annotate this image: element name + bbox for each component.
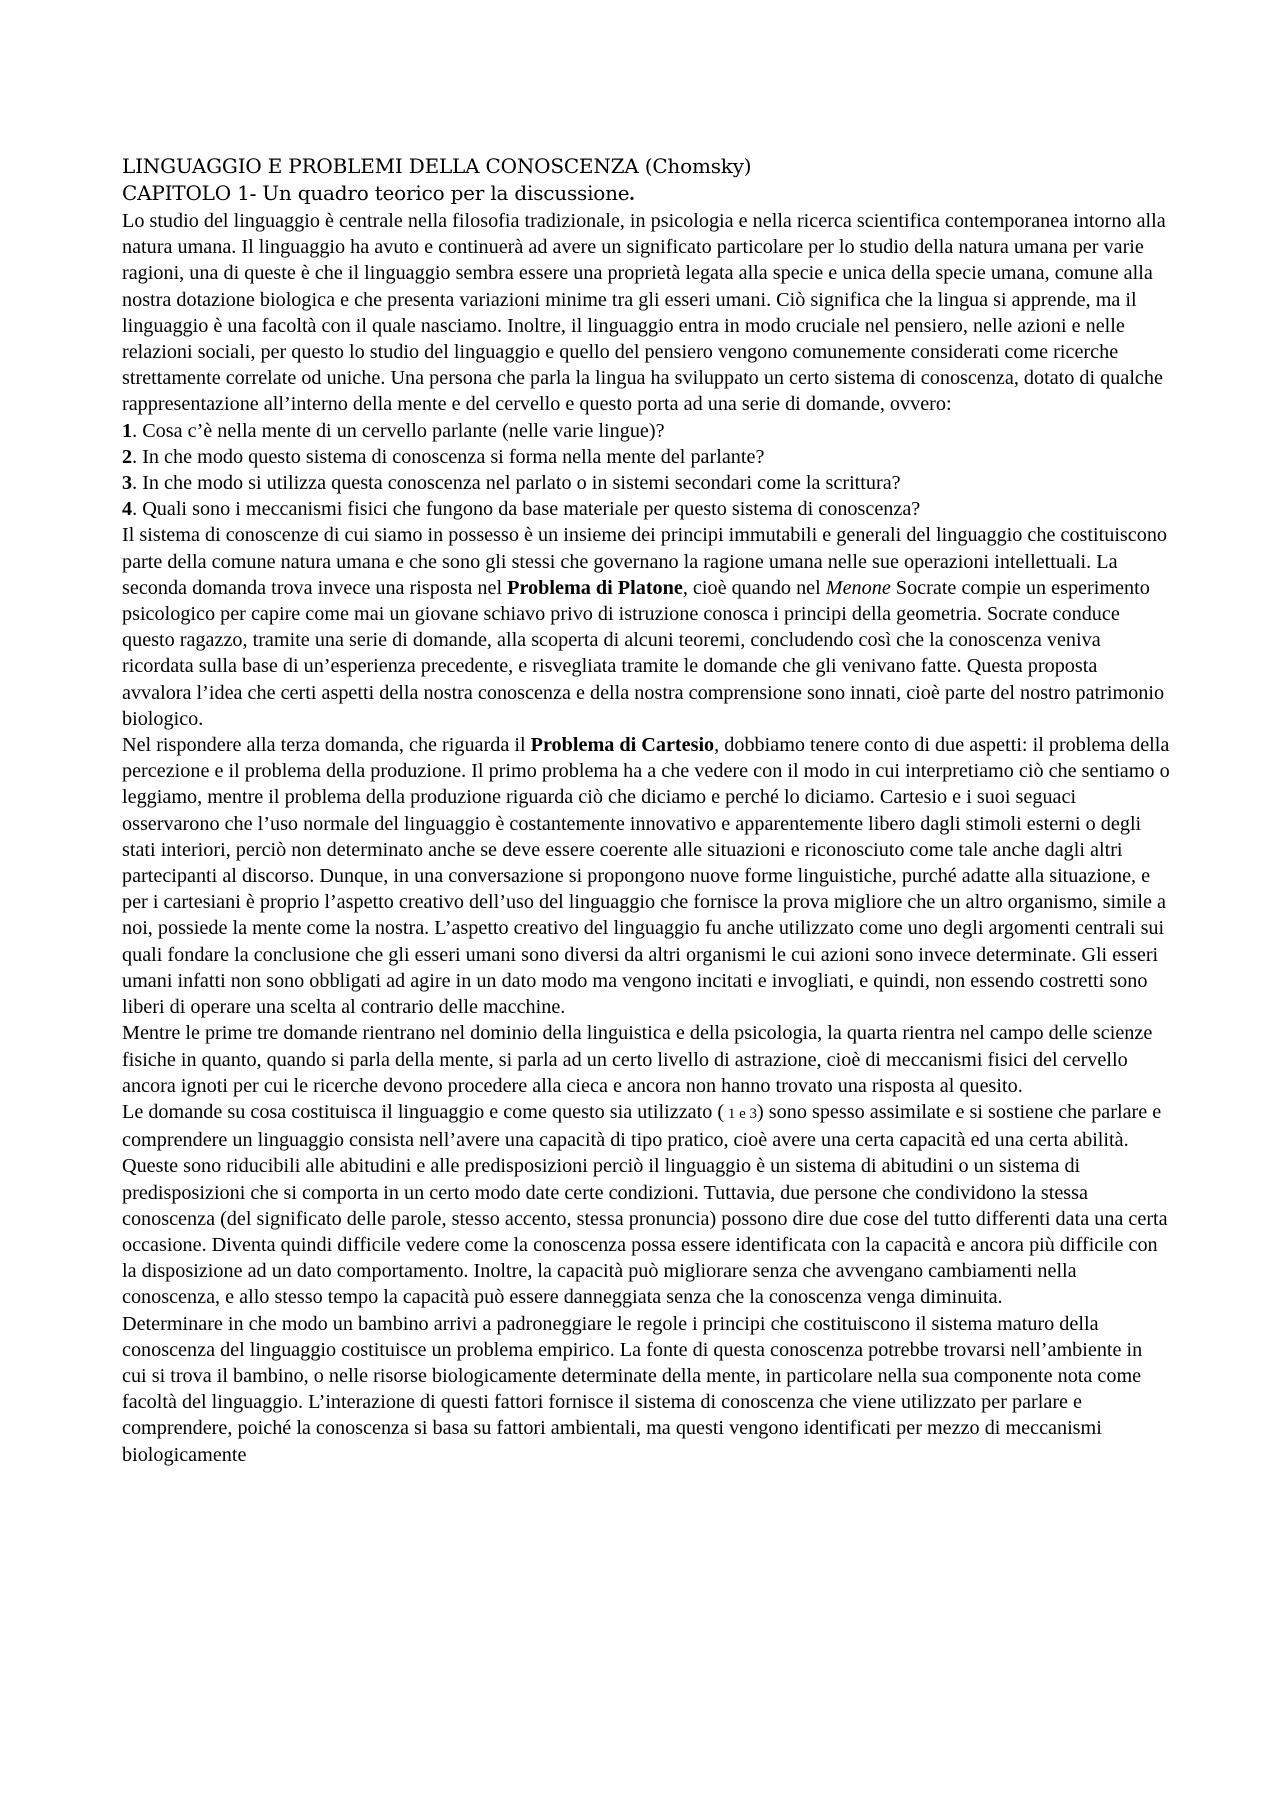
cartesio-text-a: Nel rispondere alla terza domanda, che riguarda il (122, 734, 531, 757)
document-body (122, 153, 1170, 1468)
platone-text-a: Il sistema di conoscenze di cui siamo in possesso è un insieme dei principi immutabili e generali del linguaggio che costituiscono parte della comune natura umana e che sono gli stessi che governano la ragione umana nelle sue operazioni intellettuali. La seconda domanda trova invece una risposta nel (122, 524, 1168, 599)
platone-text-c: Socrate compie un esperimento psicologico per capire come mai un giovane schiavo privo di istruzione conosca i principi della geometria. Socrate conduce questo ragazzo, tramite una serie di domande, alla scoperta di alcuni teoremi, concludendo così che la conoscenza veniva ricordata sulla base di un’esperienza precedente, e risvegliata tramite le domande che gli venivano fatte. Questa proposta avvalora l’idea che certi aspetti della nostra conoscenza e della nostra comprensione sono innati, cioè parte del nostro patrimonio biologico. (122, 576, 1165, 730)
domande-ref: 1 e 3 (724, 1105, 758, 1122)
question-text: . In che modo si utilizza questa conoscenza nel parlato o in sistemi secondari come la scrittura? (132, 472, 901, 495)
menone-title: Menone (825, 576, 891, 599)
chapter-dot: . (629, 183, 635, 205)
cartesio-paragraph (122, 732, 1170, 1020)
cartesio-text-b: , dobbiamo tenere conto di due aspetti: il problema della percezione e il problema della produzione. Il primo problema ha a che vedere con il modo in cui interpretiamo ciò che sentiamo o leggiamo, mentre il problema della produzione riguarda ciò che diciamo e perché lo diciamo. Cartesio e i suoi seguaci osservarono che l’uso normale del linguaggio è costantemente innovativo e apparentemente libero dagli stimoli esterni o degli stati interiori, perciò non determinato anche se deve essere coerente alle situazioni e riconosciuto come tale anche dagli altri partecipanti al discorso. Dunque, in una conversazione si propongono nuove forme linguistiche, purché adatte alla situazione, e per i cartesiani è proprio l’aspetto creativo dell’uso del linguaggio che fornisce la prova migliore che un altro organismo, simile a noi, possiede la mente come la nostra. L’aspetto creativo del linguaggio fu anche utilizzato come uno degli argomenti centrali sui quali fondare la conclusione che gli esseri umani sono diversi da altri organismi le cui azioni sono invece determinate. Gli esseri umani infatti non sono obbligati ad agire in un dato modo ma vengono incitati e invogliati, e quindi, non essendo costretti sono liberi di operare una scelta al contrario delle macchine. (122, 734, 1170, 1019)
platone-term: Problema di Platone (507, 576, 683, 599)
question-number: 3 (122, 472, 133, 495)
question-item-2 (122, 444, 1170, 470)
bambino-paragraph: Determinare in che modo un bambino arrivi a padroneggiare le regole i principi che costituiscono il sistema maturo della conoscenza del linguaggio costituisce un problema empirico. La fonte di questa conoscenza potrebbe trovarsi nell’ambiente in cui si trova il bambino, o nelle risorse biologicamente determinate della mente, in particolare nella sua componente nota come facoltà del linguaggio. L’interazione di questi fattori fornisce il sistema di conoscenza che viene utilizzato per parlare e comprendere, poiché la conoscenza si basa su fattori ambientali, ma questi vengono identificati per mezzo di meccanismi biologicamente (122, 1312, 1143, 1466)
question-item-4 (122, 496, 1170, 522)
question-number: 1 (122, 419, 133, 442)
question-text: . Quali sono i meccanismi fisici che fungono da base materiale per questo sistema di conoscenza? (132, 498, 921, 521)
chapter-title: Un quadro teorico per la discussione (256, 181, 630, 205)
cartesio-term: Problema di Cartesio (530, 734, 715, 757)
question-text: . In che modo questo sistema di conoscenza si forma nella mente del parlante? (132, 445, 765, 468)
question-text: . Cosa c’è nella mente di un cervello parlante (nelle varie lingue)? (132, 419, 665, 442)
chapter-dash: - (249, 183, 257, 205)
platone-paragraph (122, 522, 1170, 732)
domande-text-a: Le domande su cosa costituisca il linguaggio e come questo sia utilizzato ( (122, 1100, 725, 1123)
question-number: 2 (122, 445, 133, 468)
chapter-heading (122, 180, 1170, 208)
document-title: LINGUAGGIO E PROBLEMI DELLA CONOSCENZA (Chomsky) (122, 154, 752, 178)
domande-text-b: ) sono spesso assimilate e si sostiene che parlare e comprendere un linguaggio consista nell’avere una capacità di tipo pratico, cioè avere una certa capacità ed una certa abilità. Queste sono riducibili alle abitudini e alle predisposizioni perciò il linguaggio è un sistema di abitudini o un sistema di predisposizioni che si comporta in un certo modo date certe condizioni. Tuttavia, due persone che condividono la stessa conoscenza (del significato delle parole, stesso accento, stessa pronuncia) possono dire due cose del tutto differenti data una certa occasione. Diventa quindi difficile vedere come la conoscenza possa essere identificata con la capacità e ancora più difficile con la disposizione ad un dato comportamento. Inoltre, la capacità può migliorare senza che avvengano cambiamenti nella conoscenza, e allo stesso tempo la capacità può essere danneggiata senza che la conoscenza venga diminuita. (122, 1100, 1168, 1309)
chapter-label: CAPITOLO 1 (122, 181, 250, 205)
question-item-1 (122, 418, 1170, 444)
quarta-paragraph: Mentre le prime tre domande rientrano nel dominio della linguistica e della psicologia, la quarta rientra nel campo delle scienze fisiche in quanto, quando si parla della mente, si parla ad un certo livello di astrazione, cioè di meccanismi fisici del cervello ancora ignoti per cui le ricerche devono procedere alla cieca e ancora non hanno trovato una risposta al quesito. (122, 1022, 1153, 1097)
domande-paragraph (122, 1099, 1170, 1311)
question-item-3 (122, 470, 1170, 496)
question-number: 4 (122, 498, 133, 521)
platone-text-b: , cioè quando nel (682, 576, 826, 599)
intro-paragraph: Lo studio del linguaggio è centrale nella filosofia tradizionale, in psicologia e nella ricerca scientifica contemporanea intorno alla natura umana. Il linguaggio ha avuto e continuerà ad avere un significato particolare per lo studio della natura umana per varie ragioni, una di queste è che il linguaggio sembra essere una proprietà legata alla specie e unica della specie umana, comune alla nostra dotazione biologica e che presenta variazioni minime tra gli esseri umani. Ciò significa che la lingua si apprende, ma il linguaggio è una facoltà con il quale nasciamo. Inoltre, il linguaggio entra in modo cruciale nel pensiero, nelle azioni e nelle relazioni sociali, per questo lo studio del linguaggio e quello del pensiero vengono comunemente considerati come ricerche strettamente correlate od uniche. Una persona che parla la lingua ha sviluppato un certo sistema di conoscenza, dotato di qualche rappresentazione all’interno della mente e del cervello e questo porta ad una serie di domande, ovvero: (122, 210, 1166, 416)
